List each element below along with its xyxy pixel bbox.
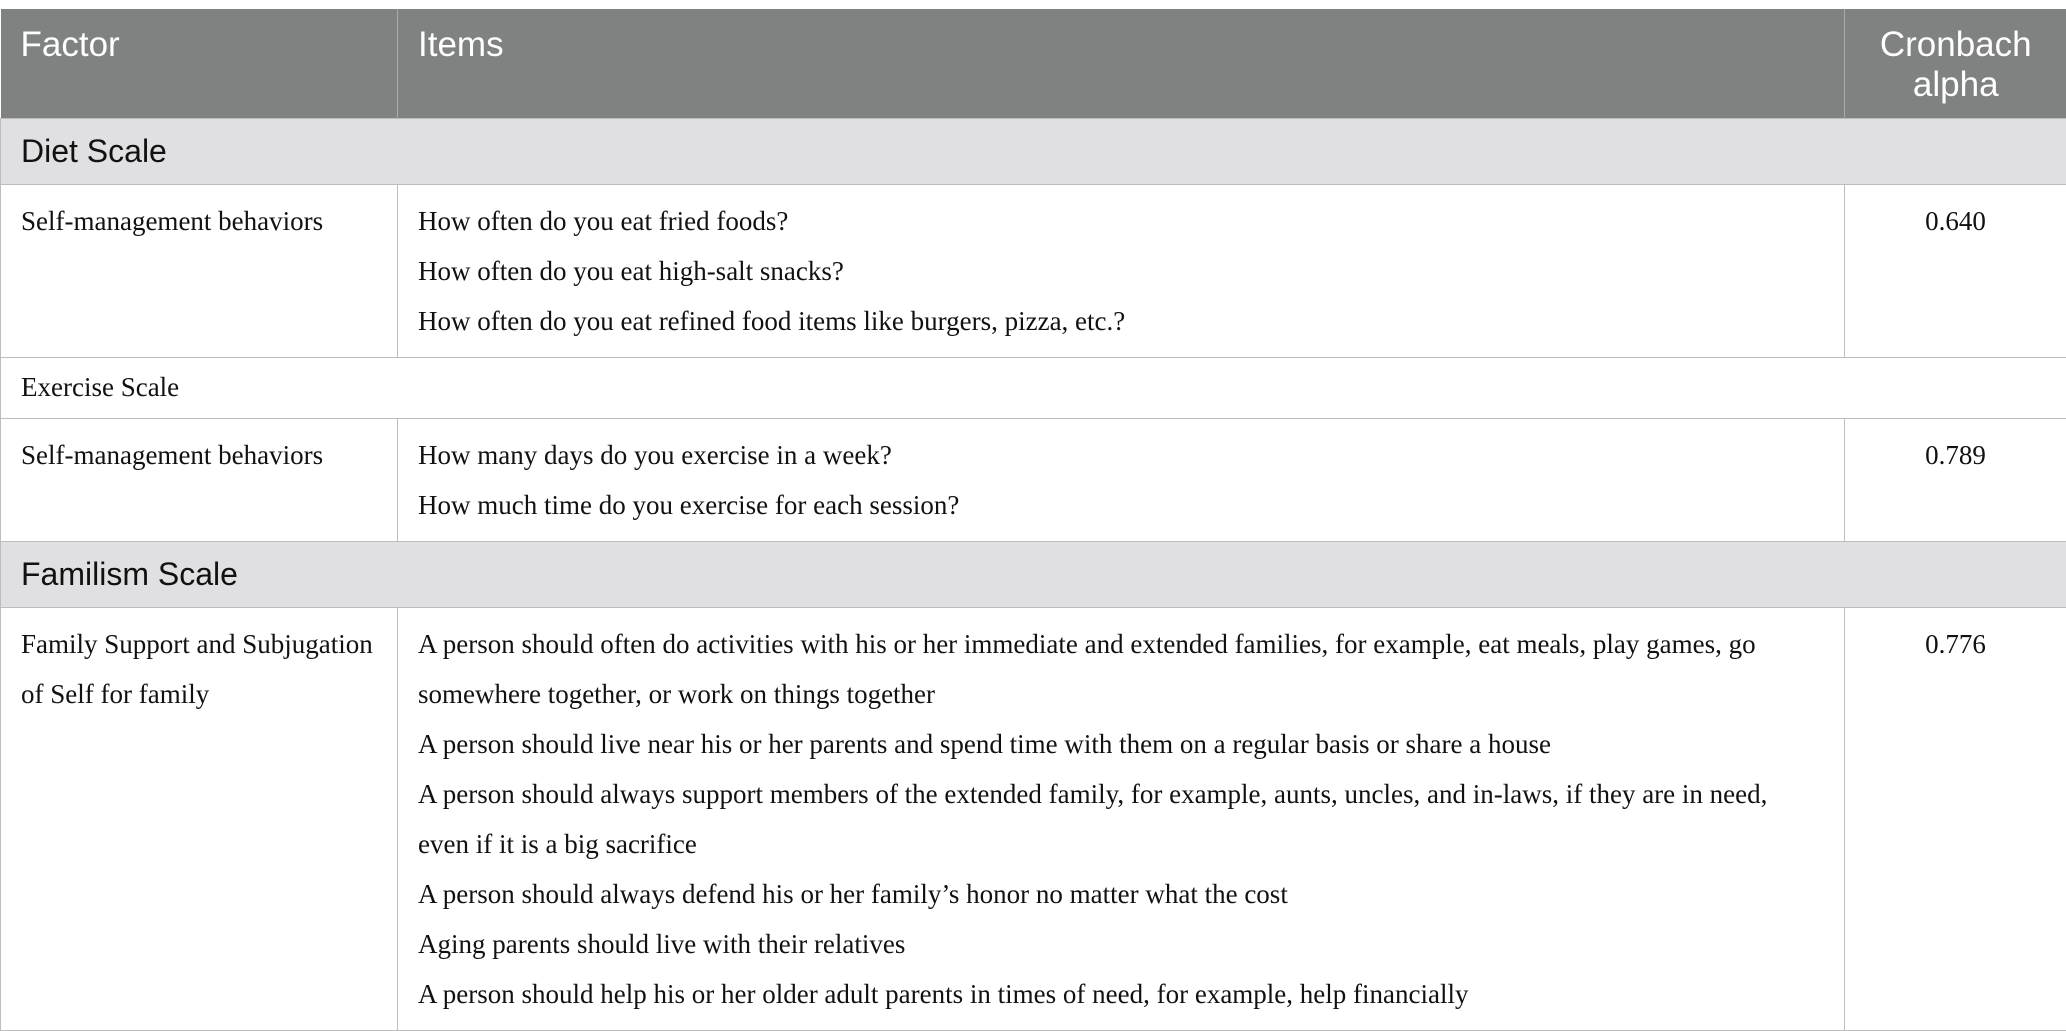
table-row-diet <box>1 184 2066 357</box>
scale-reliability-table <box>0 9 2066 1031</box>
factor-cell-diet: Self-management behaviors <box>1 184 398 357</box>
section-row-exercise <box>1 357 2066 418</box>
header-row <box>1 9 2066 118</box>
header-items: Items <box>398 9 1845 118</box>
table <box>0 9 2066 1031</box>
item-text: A person should always support members of the extended family, for example, aunts, uncles, and in-laws, if they are in need, even if it is a big sacrifice <box>418 769 1824 869</box>
item-text: A person should often do activities with his or her immediate and extended families, for example, eat meals, play games, go somewhere together, or work on things together <box>418 619 1824 719</box>
table-row-exercise <box>1 418 2066 541</box>
factor-cell-exercise: Self-management behaviors <box>1 418 398 541</box>
items-cell-exercise <box>398 418 1845 541</box>
section-row-familism <box>1 541 2066 607</box>
alpha-cell-exercise: 0.789 <box>1845 418 2066 541</box>
section-title-diet: Diet Scale <box>1 118 2066 184</box>
section-row-diet <box>1 118 2066 184</box>
item-text: A person should help his or her older adult parents in times of need, for example, help financially <box>418 969 1824 1019</box>
item-text: A person should always defend his or her family’s honor no matter what the cost <box>418 869 1824 919</box>
header-cronbach-alpha <box>1845 9 2066 118</box>
items-cell-familism <box>398 607 1845 1030</box>
item-text: How much time do you exercise for each session? <box>418 480 1824 530</box>
section-title-familism: Familism Scale <box>1 541 2066 607</box>
item-text: How many days do you exercise in a week? <box>418 430 1824 480</box>
item-text: How often do you eat high-salt snacks? <box>418 246 1824 296</box>
alpha-cell-familism: 0.776 <box>1845 607 2066 1030</box>
header-factor: Factor <box>1 9 398 118</box>
item-text: Aging parents should live with their relatives <box>418 919 1824 969</box>
item-text: How often do you eat fried foods? <box>418 196 1824 246</box>
items-cell-diet <box>398 184 1845 357</box>
table-row-familism <box>1 607 2066 1030</box>
header-alpha-line2: alpha <box>1853 65 2059 105</box>
header-alpha-line1: Cronbach <box>1853 25 2059 65</box>
table-header <box>1 9 2066 118</box>
item-text: A person should live near his or her parents and spend time with them on a regular basis or share a house <box>418 719 1824 769</box>
item-text: How often do you eat refined food items like burgers, pizza, etc.? <box>418 296 1824 346</box>
section-title-exercise: Exercise Scale <box>1 357 2066 418</box>
factor-cell-familism: Family Support and Subjugation of Self for family <box>1 607 398 1030</box>
table-body <box>1 118 2066 1030</box>
alpha-cell-diet: 0.640 <box>1845 184 2066 357</box>
